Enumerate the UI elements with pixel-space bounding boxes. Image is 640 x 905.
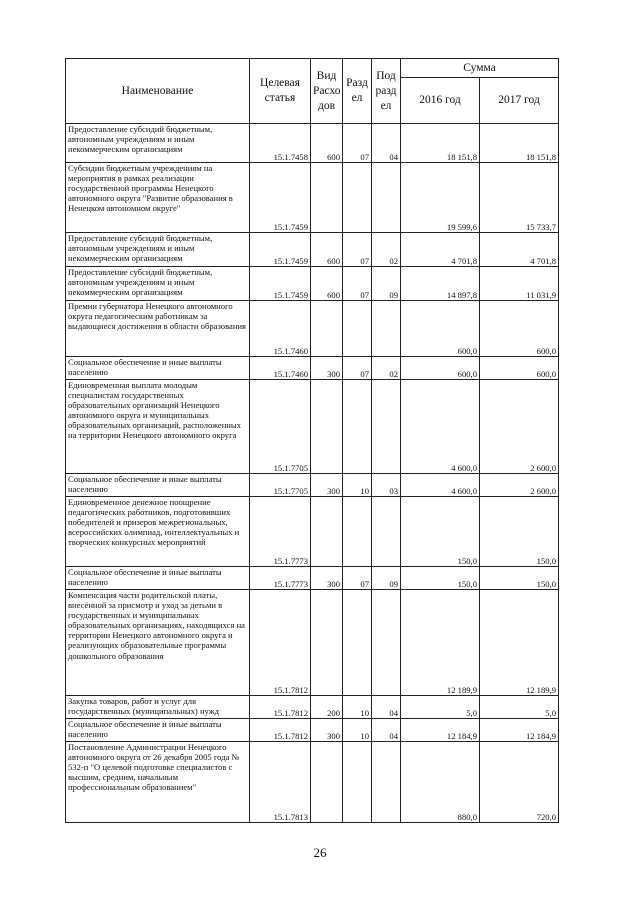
row-sum-2017: 720,0 xyxy=(480,742,559,823)
table-row xyxy=(66,163,559,233)
row-subsection: 03 xyxy=(372,474,401,497)
row-sum-2017: 4 701,8 xyxy=(480,233,559,267)
row-subsection: 09 xyxy=(372,567,401,590)
col-subsection-header: Под разд ел xyxy=(372,59,401,124)
row-sum-2016: 4 600,0 xyxy=(401,474,480,497)
row-sum-2016: 14 897,8 xyxy=(401,267,480,301)
row-sum-2016: 600,0 xyxy=(401,357,480,380)
table-row xyxy=(66,357,559,380)
row-kind: 300 xyxy=(311,474,343,497)
row-section xyxy=(343,163,372,233)
budget-table xyxy=(65,58,559,823)
row-sum-2017: 150,0 xyxy=(480,497,559,567)
row-sum-2016: 4 600,0 xyxy=(401,380,480,474)
row-section: 07 xyxy=(343,233,372,267)
row-kind: 600 xyxy=(311,267,343,301)
row-subsection: 02 xyxy=(372,357,401,380)
row-section: 07 xyxy=(343,267,372,301)
row-name: Предоставление субсидий бюджетным, автономным учреждениям и иным некоммерческим организациям xyxy=(66,267,250,301)
row-target: 15.1.7459 xyxy=(250,163,311,233)
row-kind xyxy=(311,497,343,567)
row-sum-2016: 4 701,8 xyxy=(401,233,480,267)
row-name: Премии губернатора Ненецкого автономного округа педагогическим работникам за выдающиеся достижения в области образования xyxy=(66,301,250,357)
row-target: 15.1.7705 xyxy=(250,380,311,474)
row-sum-2017: 150,0 xyxy=(480,567,559,590)
row-sum-2016: 19 599,6 xyxy=(401,163,480,233)
row-kind xyxy=(311,301,343,357)
row-kind xyxy=(311,590,343,696)
row-sum-2017: 12 184,9 xyxy=(480,719,559,742)
row-sum-2016: 18 151,8 xyxy=(401,124,480,163)
row-sum-2016: 880,0 xyxy=(401,742,480,823)
row-sum-2017: 12 189,9 xyxy=(480,590,559,696)
row-sum-2016: 600,0 xyxy=(401,301,480,357)
row-section: 07 xyxy=(343,357,372,380)
table-row xyxy=(66,233,559,267)
row-name: Единовременное денежное поощрение педагогических работников, подготовивших победителей и призеров межрегиональных, всероссийских олимпиад, интеллектуальных и творческих конкурсных мероприятий xyxy=(66,497,250,567)
row-section: 07 xyxy=(343,124,372,163)
row-kind xyxy=(311,163,343,233)
row-subsection: 04 xyxy=(372,124,401,163)
row-sum-2017: 11 031,9 xyxy=(480,267,559,301)
col-target-header: Целевая статья xyxy=(250,59,311,124)
row-name: Закупка товаров, работ и услуг для государственных (муниципальных) нужд xyxy=(66,696,250,719)
row-subsection xyxy=(372,163,401,233)
row-kind: 200 xyxy=(311,696,343,719)
row-section xyxy=(343,497,372,567)
table-row xyxy=(66,124,559,163)
table-row xyxy=(66,497,559,567)
row-sum-2016: 150,0 xyxy=(401,567,480,590)
row-section xyxy=(343,380,372,474)
row-sum-2017: 15 733,7 xyxy=(480,163,559,233)
col-2016-header: 2016 год xyxy=(401,78,480,124)
row-subsection: 09 xyxy=(372,267,401,301)
row-kind: 600 xyxy=(311,233,343,267)
table-row xyxy=(66,719,559,742)
row-target: 15.1.7459 xyxy=(250,233,311,267)
row-target: 15.1.7812 xyxy=(250,719,311,742)
col-2017-header: 2017 год xyxy=(480,78,559,124)
row-kind: 300 xyxy=(311,719,343,742)
row-section: 10 xyxy=(343,696,372,719)
row-kind: 300 xyxy=(311,357,343,380)
row-name: Предоставление субсидий бюджетным, автономным учреждениям и иным некоммерческим организациям xyxy=(66,233,250,267)
table-row xyxy=(66,742,559,823)
table-row xyxy=(66,267,559,301)
row-section: 10 xyxy=(343,474,372,497)
row-kind: 600 xyxy=(311,124,343,163)
row-sum-2017: 600,0 xyxy=(480,301,559,357)
col-sum-header: Сумма xyxy=(401,59,559,78)
col-kind-header: Вид Расхо дов xyxy=(311,59,343,124)
table-row xyxy=(66,380,559,474)
row-name: Постановление Администрации Ненецкого автономного округа от 26 декабря 2005 года № 532-п "О целевой подготовке специалистов с высшим, средним, начальным профессиональным образованием" xyxy=(66,742,250,823)
row-target: 15.1.7459 xyxy=(250,267,311,301)
row-section xyxy=(343,590,372,696)
row-subsection: 04 xyxy=(372,696,401,719)
row-subsection xyxy=(372,742,401,823)
row-name: Социальное обеспечение и иные выплаты населению xyxy=(66,357,250,380)
row-name: Субсидии бюджетным учреждениям на мероприятия в рамках реализации государственной программы Ненецкого автономного округа "Развитие образования в Ненецком автономном округе" xyxy=(66,163,250,233)
row-section: 10 xyxy=(343,719,372,742)
table-row xyxy=(66,696,559,719)
row-sum-2017: 5,0 xyxy=(480,696,559,719)
row-name: Социальное обеспечение и иные выплаты населению xyxy=(66,567,250,590)
row-target: 15.1.7773 xyxy=(250,567,311,590)
row-target: 15.1.7773 xyxy=(250,497,311,567)
row-kind: 300 xyxy=(311,567,343,590)
row-target: 15.1.7812 xyxy=(250,696,311,719)
row-target: 15.1.7458 xyxy=(250,124,311,163)
row-name: Социальное обеспечение и иные выплаты населению xyxy=(66,474,250,497)
row-sum-2016: 12 189,9 xyxy=(401,590,480,696)
col-section-header: Разд ел xyxy=(343,59,372,124)
row-name: Предоставление субсидий бюджетным, автономным учреждениям и иным некоммерческим организациям xyxy=(66,124,250,163)
row-sum-2016: 5,0 xyxy=(401,696,480,719)
row-sum-2016: 150,0 xyxy=(401,497,480,567)
row-section xyxy=(343,742,372,823)
row-target: 15.1.7460 xyxy=(250,301,311,357)
row-sum-2017: 2 600,0 xyxy=(480,380,559,474)
row-kind xyxy=(311,380,343,474)
row-name: Компенсация части родительской платы, внесённой за присмотр и уход за детьми в государственных и муниципальных образовательных организациях, находящихся на территории Ненецкого автономного округа и реализующих образовательные программы дошкольного образования xyxy=(66,590,250,696)
row-subsection: 02 xyxy=(372,233,401,267)
table-body xyxy=(66,124,559,823)
row-sum-2017: 600,0 xyxy=(480,357,559,380)
col-name-header: Наименование xyxy=(66,59,250,124)
row-subsection xyxy=(372,590,401,696)
table-row xyxy=(66,590,559,696)
page-number: 26 xyxy=(313,845,327,860)
row-target: 15.1.7705 xyxy=(250,474,311,497)
table-row xyxy=(66,301,559,357)
row-subsection xyxy=(372,497,401,567)
table-row xyxy=(66,474,559,497)
row-target: 15.1.7812 xyxy=(250,590,311,696)
row-section: 07 xyxy=(343,567,372,590)
row-subsection xyxy=(372,301,401,357)
row-sum-2017: 2 600,0 xyxy=(480,474,559,497)
row-target: 15.1.7460 xyxy=(250,357,311,380)
table-row xyxy=(66,567,559,590)
row-target: 15.1.7813 xyxy=(250,742,311,823)
row-subsection: 04 xyxy=(372,719,401,742)
row-name: Социальное обеспечение и иные выплаты населению xyxy=(66,719,250,742)
row-kind xyxy=(311,742,343,823)
row-sum-2017: 18 151,8 xyxy=(480,124,559,163)
row-sum-2016: 12 184,9 xyxy=(401,719,480,742)
row-name: Единовременная выплата молодым специалистам государственных образовательных организаций Ненецкого автономного округа и муниципальных образовательных организаций, расположенных на территории Ненецкого автономного округа xyxy=(66,380,250,474)
row-subsection xyxy=(372,380,401,474)
row-section xyxy=(343,301,372,357)
